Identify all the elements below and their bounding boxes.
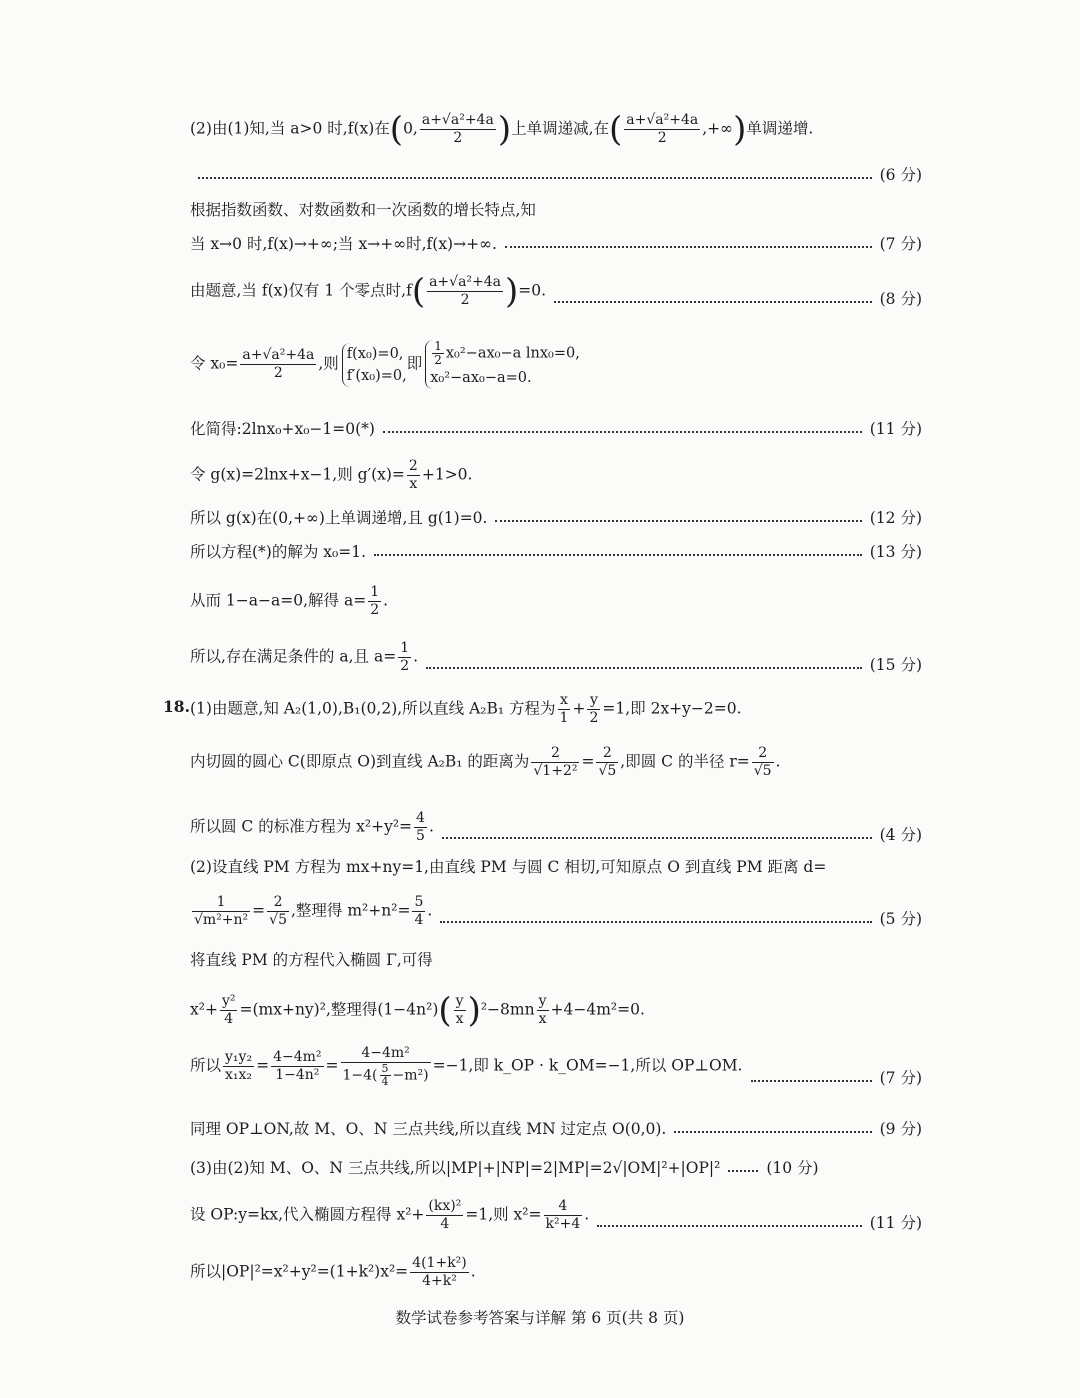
score: (8 分) bbox=[879, 290, 922, 308]
denominator: x bbox=[455, 1011, 464, 1027]
numerator: 2 bbox=[531, 745, 579, 763]
text: x²+ bbox=[190, 1000, 218, 1019]
fraction bbox=[587, 692, 600, 727]
text: ²−8mn bbox=[480, 1000, 535, 1019]
fraction bbox=[410, 1255, 469, 1290]
numerator: 1 bbox=[400, 640, 410, 656]
line-q18-1 bbox=[190, 692, 922, 727]
score: (11 分) bbox=[869, 420, 922, 438]
text: 单调递增. bbox=[746, 119, 814, 138]
score: (15 分) bbox=[869, 656, 922, 674]
denominator: √5 bbox=[269, 912, 287, 928]
line-tangent bbox=[190, 857, 922, 877]
fraction bbox=[426, 1198, 463, 1233]
text: . bbox=[775, 752, 781, 771]
numerator: a+√a²+4a bbox=[242, 347, 315, 363]
line-circle-eq bbox=[190, 810, 922, 845]
line-mn bbox=[190, 894, 922, 929]
fraction bbox=[531, 745, 579, 780]
denominator: 4 bbox=[224, 1011, 234, 1027]
numerator: 2 bbox=[596, 745, 618, 763]
denominator: x bbox=[409, 476, 418, 492]
denominator: 1 bbox=[559, 710, 569, 726]
question-number: 18. bbox=[163, 697, 190, 716]
text: = bbox=[256, 1056, 270, 1075]
eq: x₀²−ax₀−a lnx₀=0, bbox=[445, 345, 580, 362]
text: 令 g(x)=2lnx+x−1,则 g′(x)= bbox=[190, 465, 405, 484]
text: = bbox=[581, 752, 595, 771]
text: 所以方程(*)的解为 x₀=1. bbox=[190, 543, 367, 561]
line-collinear bbox=[190, 1119, 922, 1139]
numerator: y bbox=[587, 692, 600, 710]
line-increasing bbox=[190, 508, 922, 528]
text: +1>0. bbox=[421, 465, 473, 484]
fraction bbox=[414, 810, 427, 845]
score: (10 分) bbox=[766, 1159, 819, 1177]
system-1 bbox=[342, 343, 407, 387]
score: (4 分) bbox=[879, 826, 922, 844]
fraction bbox=[420, 112, 496, 147]
text: ,+∞ bbox=[702, 119, 734, 138]
score: (7 分) bbox=[879, 235, 922, 253]
fraction bbox=[454, 993, 466, 1028]
text: . bbox=[383, 591, 389, 610]
text: (1)由题意,知 A₂(1,0),B₁(0,2),所以直线 A₂B₁ 方程为 bbox=[190, 699, 556, 718]
denominator: 2 bbox=[589, 710, 599, 726]
denominator: 2 bbox=[273, 365, 283, 381]
fraction bbox=[752, 745, 774, 780]
line-monotonicity: (2)由(1)知,当 a>0 时,f(x)在(0, $\frac{\text{a+√a²+4a}}{2}$ )上单调递减,在( $\frac{\text{a+√a²+4a}}{2}$ ,+∞)单调递增. bbox=[190, 109, 814, 150]
denominator: k²+4 bbox=[545, 1216, 581, 1232]
line-substitute bbox=[190, 950, 922, 970]
line-solution bbox=[190, 542, 922, 562]
numerator: y² bbox=[221, 993, 236, 1009]
denominator: 4 bbox=[440, 1216, 450, 1232]
numerator: a+√a²+4a bbox=[429, 274, 502, 290]
denominator: x₁x₂ bbox=[225, 1067, 253, 1083]
text: 根据指数函数、对数函数和一次函数的增长特点,知 bbox=[190, 201, 536, 219]
text: 令 x₀= bbox=[190, 354, 239, 373]
line-limits bbox=[190, 234, 922, 254]
text: . bbox=[427, 901, 433, 920]
fraction bbox=[398, 640, 411, 675]
line-simplify bbox=[190, 419, 922, 439]
denominator: √5 bbox=[753, 763, 772, 779]
numerator: 4−4m² bbox=[341, 1045, 431, 1063]
line-growth bbox=[190, 200, 922, 220]
fraction bbox=[368, 584, 381, 619]
score: (11 分) bbox=[869, 1214, 922, 1232]
text: 所以,存在满足条件的 a,且 a= bbox=[190, 647, 397, 666]
line-quadratic: x²+ $\frac{\text{y²}}{4}$ =(mx+ny)²,整理得(1−4n²)( $\frac{y}{x}$ )²−8mn $\frac{y}{x}$ +4−4m²=0. bbox=[190, 990, 645, 1031]
text: 所以圆 C 的标准方程为 x²+y²= bbox=[190, 817, 413, 836]
score: (12 分) bbox=[869, 509, 922, 527]
denominator: 2 bbox=[657, 130, 667, 146]
numerator: x bbox=[558, 692, 571, 710]
fraction bbox=[544, 1198, 583, 1233]
denominator: 1−4( $\frac{5}{4}$ −m²) bbox=[342, 1062, 429, 1088]
numerator: 4 bbox=[416, 810, 425, 826]
text: . bbox=[428, 817, 434, 836]
fraction bbox=[240, 347, 316, 382]
score: (5 分) bbox=[879, 910, 922, 928]
numerator: 2 bbox=[408, 458, 418, 474]
fraction bbox=[596, 745, 618, 780]
text: (2)设直线 PM 方程为 mx+ny=1,由直线 PM 与圆 C 相切,可知原点 O 到直线 PM 距离 d= bbox=[190, 858, 827, 876]
text: 0, bbox=[403, 119, 418, 138]
text: =1,则 x²= bbox=[465, 1205, 542, 1224]
line-conclusion bbox=[190, 640, 922, 675]
text: (2)由(1)知,当 a>0 时,f(x)在 bbox=[190, 119, 390, 138]
denominator: 5 bbox=[416, 828, 425, 844]
numerator: a+√a²+4a bbox=[421, 112, 494, 128]
fraction bbox=[271, 1049, 323, 1084]
text: ,即圆 C 的半径 r= bbox=[620, 752, 750, 771]
numerator: 4(1+k²) bbox=[412, 1255, 467, 1271]
text: . bbox=[584, 1205, 590, 1224]
denominator: x bbox=[538, 1011, 547, 1027]
eq: f(x₀)=0, bbox=[346, 345, 404, 362]
numerator: 1 bbox=[192, 894, 250, 912]
denominator: 2 bbox=[434, 353, 442, 367]
numerator: 1 bbox=[370, 584, 380, 600]
fraction bbox=[558, 692, 571, 727]
text: + bbox=[572, 699, 586, 718]
fraction bbox=[220, 993, 238, 1028]
denominator: 4 bbox=[414, 912, 424, 928]
score: (7 分) bbox=[879, 1069, 922, 1087]
line-gx bbox=[190, 458, 922, 493]
text: = bbox=[252, 901, 266, 920]
denominator: 2 bbox=[453, 130, 463, 146]
numerator: (kx)² bbox=[428, 1198, 462, 1214]
text: 同理 OP⊥ON,故 M、O、N 三点共线,所以直线 MN 过定点 O(0,0). bbox=[190, 1120, 667, 1138]
eq: f′(x₀)=0, bbox=[346, 367, 407, 384]
line-op bbox=[190, 1198, 922, 1233]
line-perpendicular bbox=[190, 1045, 922, 1088]
text: 所以 g(x)在(0,+∞)上单调递增,且 g(1)=0. bbox=[190, 509, 488, 527]
numerator: 2 bbox=[267, 894, 289, 912]
line-incircle bbox=[190, 745, 922, 780]
text: 即 bbox=[406, 354, 423, 373]
text: =−1,即 k_OP · k_OM=−1,所以 OP⊥OM. bbox=[432, 1056, 743, 1075]
line-solve-a bbox=[190, 584, 922, 619]
denominator: √5 bbox=[598, 763, 617, 779]
fraction bbox=[537, 993, 549, 1028]
text: 内切圆的圆心 C(即原点 O)到直线 A₂B₁ 的距离为 bbox=[190, 752, 530, 771]
fraction bbox=[192, 894, 250, 929]
text: . bbox=[413, 647, 419, 666]
denominator: 4+k² bbox=[422, 1273, 457, 1289]
denominator: 2 bbox=[460, 292, 470, 308]
numerator: 1 bbox=[434, 339, 442, 353]
text: =(mx+ny)²,整理得(1−4n²) bbox=[239, 1000, 439, 1019]
fraction bbox=[267, 894, 289, 929]
score: (6 分) bbox=[879, 166, 922, 184]
numerator: 2 bbox=[752, 745, 774, 763]
score: (13 分) bbox=[869, 543, 922, 561]
system-2 bbox=[425, 340, 580, 389]
text: 所以 bbox=[190, 1056, 222, 1075]
score: (9 分) bbox=[879, 1120, 922, 1138]
denominator: √m²+n² bbox=[194, 912, 249, 928]
fraction bbox=[624, 112, 700, 147]
line-part3 bbox=[190, 1158, 922, 1178]
text: 将直线 PM 的方程代入椭圆 Γ,可得 bbox=[190, 951, 433, 969]
line-one-zero: 由题意,当 f(x)仅有 1 个零点时,f( $\frac{\text{a+√a²+4a}}{2}$ )=0. (8 分) bbox=[190, 271, 922, 312]
numerator: 4 bbox=[544, 1198, 583, 1216]
fraction bbox=[427, 274, 503, 309]
text: 由题意,当 f(x)仅有 1 个零点时,f bbox=[190, 281, 412, 300]
eq: x₀²−ax₀−a=0. bbox=[430, 370, 532, 386]
denominator: √1+2² bbox=[533, 763, 578, 779]
numerator: y bbox=[538, 993, 547, 1009]
text: =1,即 2x+y−2=0. bbox=[602, 699, 742, 718]
denominator: 2 bbox=[370, 602, 380, 618]
fraction bbox=[412, 894, 425, 929]
fraction bbox=[341, 1045, 431, 1088]
numerator: y₁y₂ bbox=[225, 1049, 253, 1065]
text: 当 x→0 时,f(x)→+∞;当 x→+∞时,f(x)→+∞. bbox=[190, 235, 497, 253]
text: +4−4m²=0. bbox=[550, 1000, 645, 1019]
numerator: a+√a²+4a bbox=[626, 112, 699, 128]
line-system bbox=[190, 340, 922, 400]
numerator: 4−4m² bbox=[273, 1049, 322, 1065]
numerator: y bbox=[455, 993, 464, 1009]
denominator: 1−4n² bbox=[275, 1067, 320, 1083]
text: (3)由(2)知 M、O、N 三点共线,所以|MP|+|NP|=2|MP|=2√|OM|²+|OP|² bbox=[190, 1159, 721, 1177]
text: 从而 1−a−a=0,解得 a= bbox=[190, 591, 367, 610]
page-footer: 数学试卷参考答案与详解 第 6 页(共 8 页) bbox=[395, 1309, 685, 1327]
text: ,则 bbox=[318, 354, 339, 373]
score-line-6 bbox=[190, 165, 922, 185]
fraction bbox=[223, 1049, 254, 1084]
text: ,整理得 m²+n²= bbox=[291, 901, 411, 920]
text: 所以|OP|²=x²+y²=(1+k²)x²= bbox=[190, 1262, 409, 1281]
denominator: 2 bbox=[400, 658, 410, 674]
text: =0. bbox=[518, 281, 547, 300]
fraction bbox=[407, 458, 420, 493]
text: 设 OP:y=kx,代入椭圆方程得 x²+ bbox=[190, 1205, 425, 1224]
text: = bbox=[325, 1056, 339, 1075]
line-op-length bbox=[190, 1255, 922, 1290]
numerator: 5 bbox=[414, 894, 424, 910]
text: 上单调递减,在 bbox=[511, 119, 610, 138]
text: 化简得:2lnx₀+x₀−1=0(*) bbox=[190, 420, 375, 438]
text: . bbox=[470, 1262, 476, 1281]
